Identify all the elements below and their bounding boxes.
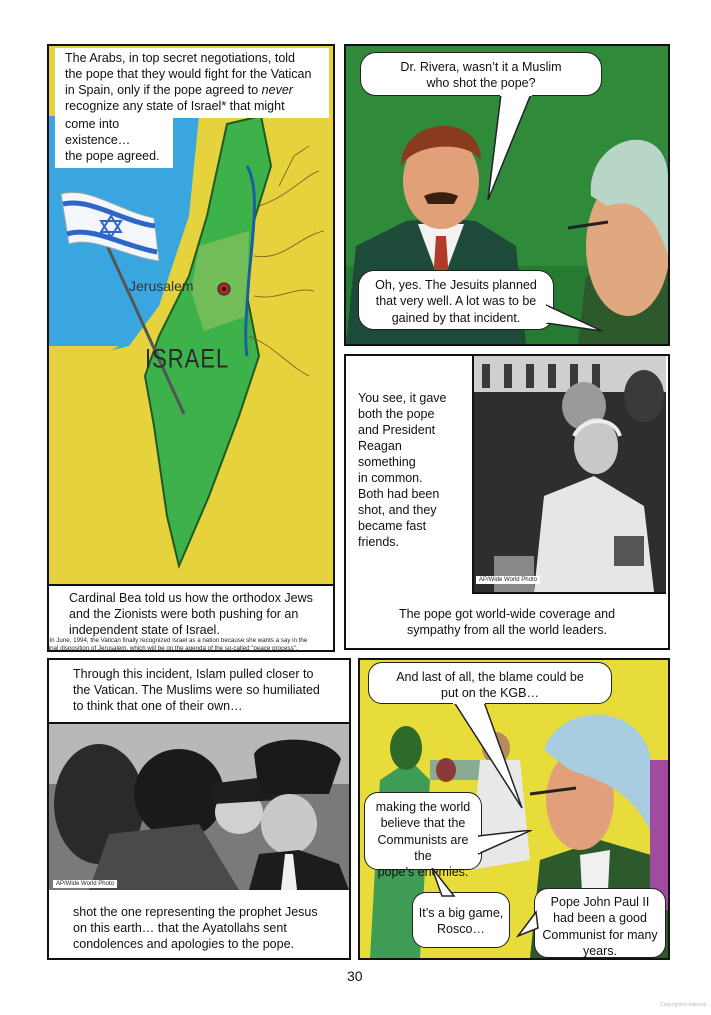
bubble-line: had been a good	[553, 911, 647, 926]
caption-line: friends.	[358, 535, 399, 549]
speech-bubble-big-game	[412, 892, 510, 948]
caption-line: something	[358, 455, 416, 469]
bubble-line: who shot the pope?	[426, 76, 536, 91]
caption-line: independent state of Israel.	[69, 623, 220, 637]
bubble-line: It’s a big game,	[418, 906, 504, 920]
caption-line: in common.	[358, 471, 423, 485]
panel-pope-shot	[344, 354, 670, 650]
caption-line: You see, it gave	[358, 391, 447, 405]
panel1-top-caption	[55, 48, 329, 118]
speech-bubble-kgb	[368, 662, 612, 704]
caption-line: The pope got world-wide coverage and	[398, 607, 616, 621]
caption-line: both the pope	[358, 407, 435, 421]
caption-line: Reagan	[358, 439, 402, 453]
bubble-line: Communists are the	[377, 832, 469, 863]
caption-line: and President	[358, 423, 436, 437]
footnote-line: *In June, 1994, the Vatican finally recognized Israel as a nation because she wants a say in the	[47, 637, 308, 644]
caption-line: the pope that they would fight for the Vatican	[65, 67, 312, 81]
caption-line: condolences and apologies to the pope.	[73, 937, 295, 951]
caption-line: The Arabs, in top secret negotiations, told	[65, 51, 295, 65]
panel-kgb	[358, 658, 670, 960]
bubble-line: pope’s enemies.	[377, 865, 469, 879]
officer-cap	[254, 740, 341, 794]
caption-line: Through this incident, Islam pulled closer to	[73, 667, 314, 681]
caption-line: became fast	[358, 519, 427, 533]
bubble-line: Communist for many	[542, 927, 658, 942]
photo-credit: AP/Wide World Photo	[476, 576, 540, 584]
panel-conversation	[344, 44, 670, 346]
map-label-israel: ISRAEL	[145, 343, 230, 374]
bubble-line: years.	[582, 943, 618, 958]
caption-line: and the Zionists were both pushing for an	[69, 607, 299, 621]
bubble-tail	[546, 301, 606, 341]
bubble-line: Oh, yes. The Jesuits planned	[375, 278, 537, 292]
caption-line: sympathy from all the world leaders.	[406, 623, 608, 637]
panel1-bottom-caption	[49, 584, 333, 637]
bubble-line: believe that the	[380, 816, 466, 831]
pope-photo	[472, 356, 666, 594]
bubble-line: Rosco…	[437, 922, 485, 937]
bubble-line: Dr. Rivera, wasn’t it a Muslim	[400, 60, 562, 74]
caption-line: Both had been	[358, 487, 440, 501]
caption-line: to think that one of their own…	[73, 699, 243, 713]
footnote	[47, 637, 342, 653]
bubble-line: put on the KGB…	[441, 686, 539, 701]
speech-bubble-question	[360, 52, 602, 96]
caption-line: come into	[65, 117, 120, 131]
officer-face	[261, 794, 317, 854]
panel4-top-caption	[49, 660, 349, 722]
caption-line: in Spain, only if the pope agreed to	[65, 83, 262, 97]
panel4-bottom-caption	[49, 890, 349, 958]
panel-map	[47, 44, 335, 652]
photo-credit: AP/Wide World Photo	[53, 880, 117, 888]
caption-line: shot, and they	[358, 503, 437, 517]
bubble-line: making the world	[375, 800, 471, 814]
arrest-photo	[49, 722, 349, 892]
bubble-line: And last of all, the blame could be	[396, 670, 584, 684]
footnote-line: final disposition of Jerusalem, which will be on the agenda of the so-called "peace process".	[47, 644, 298, 652]
caption-line: existence…	[65, 133, 131, 147]
speech-bubble-communists	[364, 792, 482, 879]
caption-line: Cardinal Bea told us how the orthodox Jews	[69, 591, 313, 605]
bubble-tail	[478, 830, 538, 870]
bubble-line: gained by that incident.	[391, 310, 521, 325]
caption-line: shot the one representing the prophet Jesus	[73, 905, 318, 919]
map-label-jerusalem: Jerusalem	[129, 278, 194, 294]
panel-islam	[47, 658, 351, 960]
copyright-notice: Copyrighted material	[660, 1002, 707, 1008]
panel3-bottom-caption	[346, 594, 668, 648]
caption-line: the Vatican. The Muslims were so humiliated	[73, 683, 320, 697]
bubble-line: Pope John Paul II	[550, 895, 650, 909]
bubble-tail	[428, 868, 458, 898]
bubble-tail	[516, 910, 556, 940]
caption-emphasis: never	[261, 83, 293, 97]
bubble-line: that very well. A lot was to be	[375, 294, 537, 309]
panel3-side-caption	[354, 390, 470, 550]
page-number: 30	[347, 968, 363, 984]
panel1-top-caption-tail	[55, 116, 173, 168]
caption-line: recognize any state of Israel* that might	[65, 99, 285, 113]
bubble-tail	[486, 94, 546, 204]
caption-line: the pope agreed.	[65, 149, 160, 163]
caption-line: on this earth… that the Ayatollahs sent	[73, 921, 287, 935]
speech-bubble-answer	[358, 270, 554, 330]
